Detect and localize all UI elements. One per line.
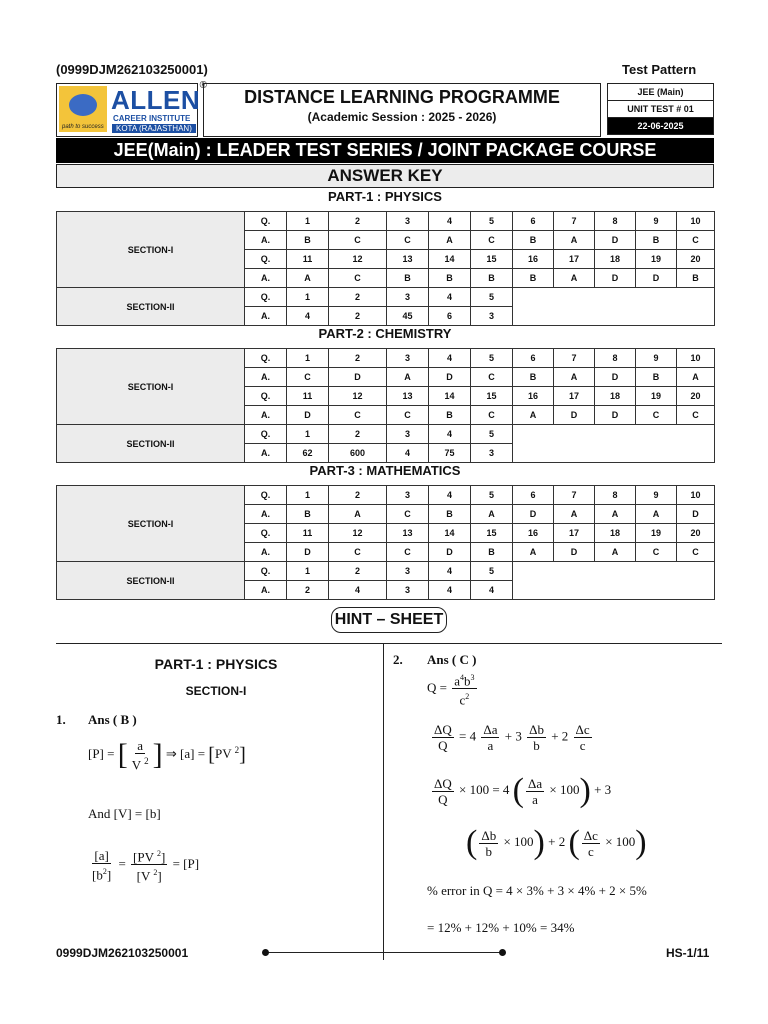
answer-cell: 3 xyxy=(387,581,429,600)
answer-cell: 13 xyxy=(387,250,429,269)
answer-cell: 600 xyxy=(329,444,387,463)
answer-cell: 13 xyxy=(387,387,429,406)
answer-cell: 5 xyxy=(471,486,513,505)
hint-sheet-badge: HINT – SHEET xyxy=(331,607,447,633)
answer-cell: 8 xyxy=(595,486,636,505)
answer-cell: 12 xyxy=(329,250,387,269)
answer-cell: 4 xyxy=(429,425,471,444)
section-label: SECTION-I xyxy=(57,349,245,425)
answer-cell: 13 xyxy=(387,524,429,543)
answer-cell: 7 xyxy=(554,349,595,368)
answer-cell: C xyxy=(287,368,329,387)
answer-cell: 18 xyxy=(595,524,636,543)
answer-cell: 1 xyxy=(287,212,329,231)
answer-cell: C xyxy=(471,368,513,387)
answer-table xyxy=(56,485,715,600)
answer-cell: B xyxy=(677,269,715,288)
course-banner: JEE(Main) : LEADER TEST SERIES / JOINT PACKAGE COURSE xyxy=(56,138,714,163)
answer-cell: 17 xyxy=(554,524,595,543)
answer-cell: 62 xyxy=(287,444,329,463)
allen-logo: path to success ALLEN CAREER INSTITUTE KOTA (RAJASTHAN) ® xyxy=(56,83,198,137)
answer-cell: C xyxy=(677,231,715,250)
answer-cell: 45 xyxy=(387,307,429,326)
row-label: A. xyxy=(245,307,287,326)
answer-cell: 15 xyxy=(471,250,513,269)
answer-cell: 2 xyxy=(329,349,387,368)
answer-cell: A xyxy=(554,505,595,524)
row-label: Q. xyxy=(245,288,287,307)
mascot-icon: path to success xyxy=(59,86,107,132)
answer-cell: D xyxy=(287,406,329,425)
answer-cell: 9 xyxy=(636,349,677,368)
programme-title: DISTANCE LEARNING PROGRAMME xyxy=(244,87,560,107)
answer-cell: 6 xyxy=(429,307,471,326)
answer-cell: A xyxy=(636,505,677,524)
hint-section-title: SECTION-I xyxy=(185,684,247,698)
answer-cell: 1 xyxy=(287,486,329,505)
answer-cell: 5 xyxy=(471,288,513,307)
answer-cell: B xyxy=(471,543,513,562)
footer-line xyxy=(265,952,503,953)
answer-cell: 17 xyxy=(554,387,595,406)
answer-cell: 5 xyxy=(471,562,513,581)
answer-cell: A xyxy=(513,543,554,562)
answer-cell: D xyxy=(554,406,595,425)
empty-cell xyxy=(513,425,715,463)
academic-session: (Academic Session : 2025 - 2026) xyxy=(307,110,497,124)
answer-cell: C xyxy=(636,543,677,562)
row-label: A. xyxy=(245,231,287,250)
answer-cell: C xyxy=(329,231,387,250)
answer-cell: 18 xyxy=(595,250,636,269)
answer-cell: C xyxy=(387,543,429,562)
answer-cell: C xyxy=(329,406,387,425)
answer-cell: 16 xyxy=(513,524,554,543)
answer-cell: 1 xyxy=(287,349,329,368)
empty-cell xyxy=(513,288,715,326)
empty-cell xyxy=(513,562,715,600)
row-label: Q. xyxy=(245,425,287,444)
answer-cell: 3 xyxy=(471,444,513,463)
answer-cell: 4 xyxy=(429,486,471,505)
answer-cell: D xyxy=(513,505,554,524)
question-row xyxy=(57,562,715,581)
answer-cell: 2 xyxy=(329,562,387,581)
answer-cell: 8 xyxy=(595,212,636,231)
answer-cell: 10 xyxy=(677,486,715,505)
answer-cell: B xyxy=(636,231,677,250)
programme-box xyxy=(203,83,601,137)
answer-cell: B xyxy=(513,368,554,387)
row-label: Q. xyxy=(245,524,287,543)
hint-part-title: PART-1 : PHYSICS xyxy=(154,656,278,672)
answer-cell: B xyxy=(429,406,471,425)
answer-cell: C xyxy=(329,543,387,562)
answer-cell: C xyxy=(387,505,429,524)
answer-cell: 6 xyxy=(513,212,554,231)
section-label: SECTION-I xyxy=(57,486,245,562)
answer-cell: C xyxy=(471,406,513,425)
test-meta xyxy=(607,83,714,135)
document-code: (0999DJM262103250001) xyxy=(56,62,208,77)
answer-cell: B xyxy=(287,505,329,524)
answer-cell: C xyxy=(677,543,715,562)
row-label: Q. xyxy=(245,212,287,231)
question-row xyxy=(57,486,715,505)
answer-cell: D xyxy=(595,406,636,425)
answer-cell: B xyxy=(636,368,677,387)
row-label: Q. xyxy=(245,349,287,368)
answer-label: Ans ( C ) xyxy=(427,652,477,667)
answer-cell: 11 xyxy=(287,524,329,543)
answer-cell: D xyxy=(636,269,677,288)
answer-cell: 3 xyxy=(387,486,429,505)
answer-cell: D xyxy=(595,269,636,288)
answer-cell: 3 xyxy=(471,307,513,326)
answer-cell: 7 xyxy=(554,486,595,505)
answer-cell: 4 xyxy=(471,581,513,600)
answer-cell: 75 xyxy=(429,444,471,463)
answer-cell: B xyxy=(429,269,471,288)
answer-cell: B xyxy=(513,231,554,250)
answer-cell: 5 xyxy=(471,212,513,231)
answer-cell: 4 xyxy=(429,212,471,231)
answer-cell: 20 xyxy=(677,250,715,269)
answer-cell: A xyxy=(287,269,329,288)
answer-cell: D xyxy=(287,543,329,562)
answer-cell: A xyxy=(554,231,595,250)
answer-cell: B xyxy=(471,269,513,288)
equation-ratio: $\frac{[a]}{[b^2]}$ = $\frac{[PV ^2]}{[V ^2]}$ = [P] xyxy=(92,847,200,884)
part-title: PART-1 : PHYSICS xyxy=(328,189,442,204)
answer-cell: A xyxy=(554,368,595,387)
equation-and-line: And [V] = [b] xyxy=(88,806,161,821)
answer-cell: 16 xyxy=(513,250,554,269)
answer-table xyxy=(56,348,715,463)
answer-cell: 6 xyxy=(513,349,554,368)
footer-document-code: 0999DJM262103250001 xyxy=(56,946,189,960)
answer-cell: 4 xyxy=(387,444,429,463)
answer-cell: B xyxy=(287,231,329,250)
answer-cell: C xyxy=(677,406,715,425)
question-number: 1. xyxy=(56,712,66,727)
answer-cell: 2 xyxy=(329,307,387,326)
row-label: Q. xyxy=(245,250,287,269)
answer-cell: A xyxy=(429,231,471,250)
answer-cell: 3 xyxy=(387,212,429,231)
answer-cell: D xyxy=(429,368,471,387)
answer-cell: D xyxy=(329,368,387,387)
equation-result: = 12% + 12% + 10% = 34% xyxy=(427,920,575,935)
answer-cell: 11 xyxy=(287,250,329,269)
answer-cell: C xyxy=(471,231,513,250)
equation-relative-error: $\frac{\Delta Q}{Q}$ = 4 $\frac{\Delta a}{a}$ + 3 $\frac{\Delta b}{b}$ + 2 $\frac{\Delta c}{c}$ xyxy=(434,722,590,753)
equation-q-definition: Q = $\frac{a^4b^3}{c^2}$ xyxy=(427,670,479,708)
answer-table xyxy=(56,211,715,326)
answer-cell: 3 xyxy=(387,425,429,444)
equation-error-total: % error in Q = 4 × 3% + 3 × 4% + 2 × 5% xyxy=(427,883,647,898)
question-row xyxy=(57,349,715,368)
row-label: Q. xyxy=(245,562,287,581)
answer-cell: 5 xyxy=(471,425,513,444)
question-number: 2. xyxy=(393,652,403,667)
answer-key-title: ANSWER KEY xyxy=(56,164,714,188)
answer-cell: 5 xyxy=(471,349,513,368)
answer-label: Ans ( B ) xyxy=(88,712,137,727)
answer-cell: D xyxy=(595,231,636,250)
row-label: A. xyxy=(245,444,287,463)
equation-percent-error-1: $\frac{\Delta Q}{Q}$ × 100 = 4 ( $\frac{\Delta a}{a}$ × 100) + 3 xyxy=(434,772,612,809)
answer-cell: 8 xyxy=(595,349,636,368)
test-number: UNIT TEST # 01 xyxy=(607,100,714,117)
row-label: Q. xyxy=(245,486,287,505)
equation-percent-error-2: ( $\frac{\Delta b}{b}$ × 100) + 2 ( $\frac{\Delta c}{c}$ × 100) xyxy=(466,824,647,861)
answer-cell: 19 xyxy=(636,387,677,406)
answer-cell: A xyxy=(677,368,715,387)
question-row xyxy=(57,425,715,444)
answer-cell: 14 xyxy=(429,387,471,406)
answer-cell: 2 xyxy=(329,288,387,307)
answer-cell: 2 xyxy=(329,486,387,505)
answer-cell: 7 xyxy=(554,212,595,231)
answer-cell: 18 xyxy=(595,387,636,406)
answer-cell: 20 xyxy=(677,524,715,543)
question-row xyxy=(57,288,715,307)
answer-cell: 14 xyxy=(429,250,471,269)
answer-cell: 3 xyxy=(387,562,429,581)
section-label: SECTION-I xyxy=(57,212,245,288)
answer-cell: 10 xyxy=(677,212,715,231)
answer-cell: 19 xyxy=(636,250,677,269)
row-label: A. xyxy=(245,368,287,387)
row-label: A. xyxy=(245,269,287,288)
row-label: A. xyxy=(245,543,287,562)
answer-cell: 16 xyxy=(513,387,554,406)
answer-cell: 9 xyxy=(636,212,677,231)
answer-cell: 4 xyxy=(429,288,471,307)
divider xyxy=(56,643,722,644)
equation-dimension-a: [P] = [ $\frac{a}{V ^2}$ ] ⇒ [a] = [PV $^2$] xyxy=(88,738,246,773)
answer-cell: 4 xyxy=(429,581,471,600)
answer-cell: 3 xyxy=(387,349,429,368)
part-title: PART-2 : CHEMISTRY xyxy=(318,326,452,341)
section-label: SECTION-II xyxy=(57,562,245,600)
answer-cell: 2 xyxy=(287,581,329,600)
page-number: HS-1/11 xyxy=(666,946,710,960)
column-divider xyxy=(383,644,384,960)
question-row xyxy=(57,212,715,231)
answer-cell: 15 xyxy=(471,524,513,543)
answer-cell: 2 xyxy=(329,212,387,231)
answer-cell: C xyxy=(636,406,677,425)
answer-cell: 1 xyxy=(287,288,329,307)
answer-cell: 2 xyxy=(329,425,387,444)
answer-cell: A xyxy=(471,505,513,524)
answer-cell: C xyxy=(387,231,429,250)
answer-cell: 9 xyxy=(636,486,677,505)
answer-cell: 1 xyxy=(287,562,329,581)
answer-cell: 14 xyxy=(429,524,471,543)
answer-cell: C xyxy=(387,406,429,425)
row-label: A. xyxy=(245,581,287,600)
answer-cell: 10 xyxy=(677,349,715,368)
answer-cell: B xyxy=(387,269,429,288)
answer-cell: B xyxy=(429,505,471,524)
answer-cell: C xyxy=(329,269,387,288)
answer-cell: 4 xyxy=(287,307,329,326)
answer-cell: A xyxy=(513,406,554,425)
answer-cell: A xyxy=(595,505,636,524)
answer-cell: D xyxy=(554,543,595,562)
answer-cell: 4 xyxy=(429,349,471,368)
exam-name: JEE (Main) xyxy=(607,83,714,100)
answer-cell: 12 xyxy=(329,524,387,543)
answer-cell: A xyxy=(595,543,636,562)
part-title: PART-3 : MATHEMATICS xyxy=(309,463,461,478)
answer-cell: 4 xyxy=(429,562,471,581)
footer-dot xyxy=(499,949,506,956)
answer-cell: 1 xyxy=(287,425,329,444)
answer-cell: 15 xyxy=(471,387,513,406)
row-label: A. xyxy=(245,406,287,425)
answer-cell: 19 xyxy=(636,524,677,543)
answer-cell: A xyxy=(387,368,429,387)
section-label: SECTION-II xyxy=(57,288,245,326)
answer-cell: 12 xyxy=(329,387,387,406)
answer-cell: 6 xyxy=(513,486,554,505)
answer-cell: 20 xyxy=(677,387,715,406)
answer-cell: 17 xyxy=(554,250,595,269)
test-pattern-label: Test Pattern xyxy=(622,62,697,77)
test-date: 22-06-2025 xyxy=(607,117,714,135)
row-label: A. xyxy=(245,505,287,524)
answer-cell: A xyxy=(329,505,387,524)
answer-cell: 4 xyxy=(329,581,387,600)
answer-cell: 3 xyxy=(387,288,429,307)
section-label: SECTION-II xyxy=(57,425,245,463)
answer-cell: D xyxy=(429,543,471,562)
footer-dot xyxy=(262,949,269,956)
answer-cell: B xyxy=(513,269,554,288)
row-label: Q. xyxy=(245,387,287,406)
answer-cell: A xyxy=(554,269,595,288)
answer-cell: 11 xyxy=(287,387,329,406)
answer-cell: D xyxy=(595,368,636,387)
answer-cell: D xyxy=(677,505,715,524)
